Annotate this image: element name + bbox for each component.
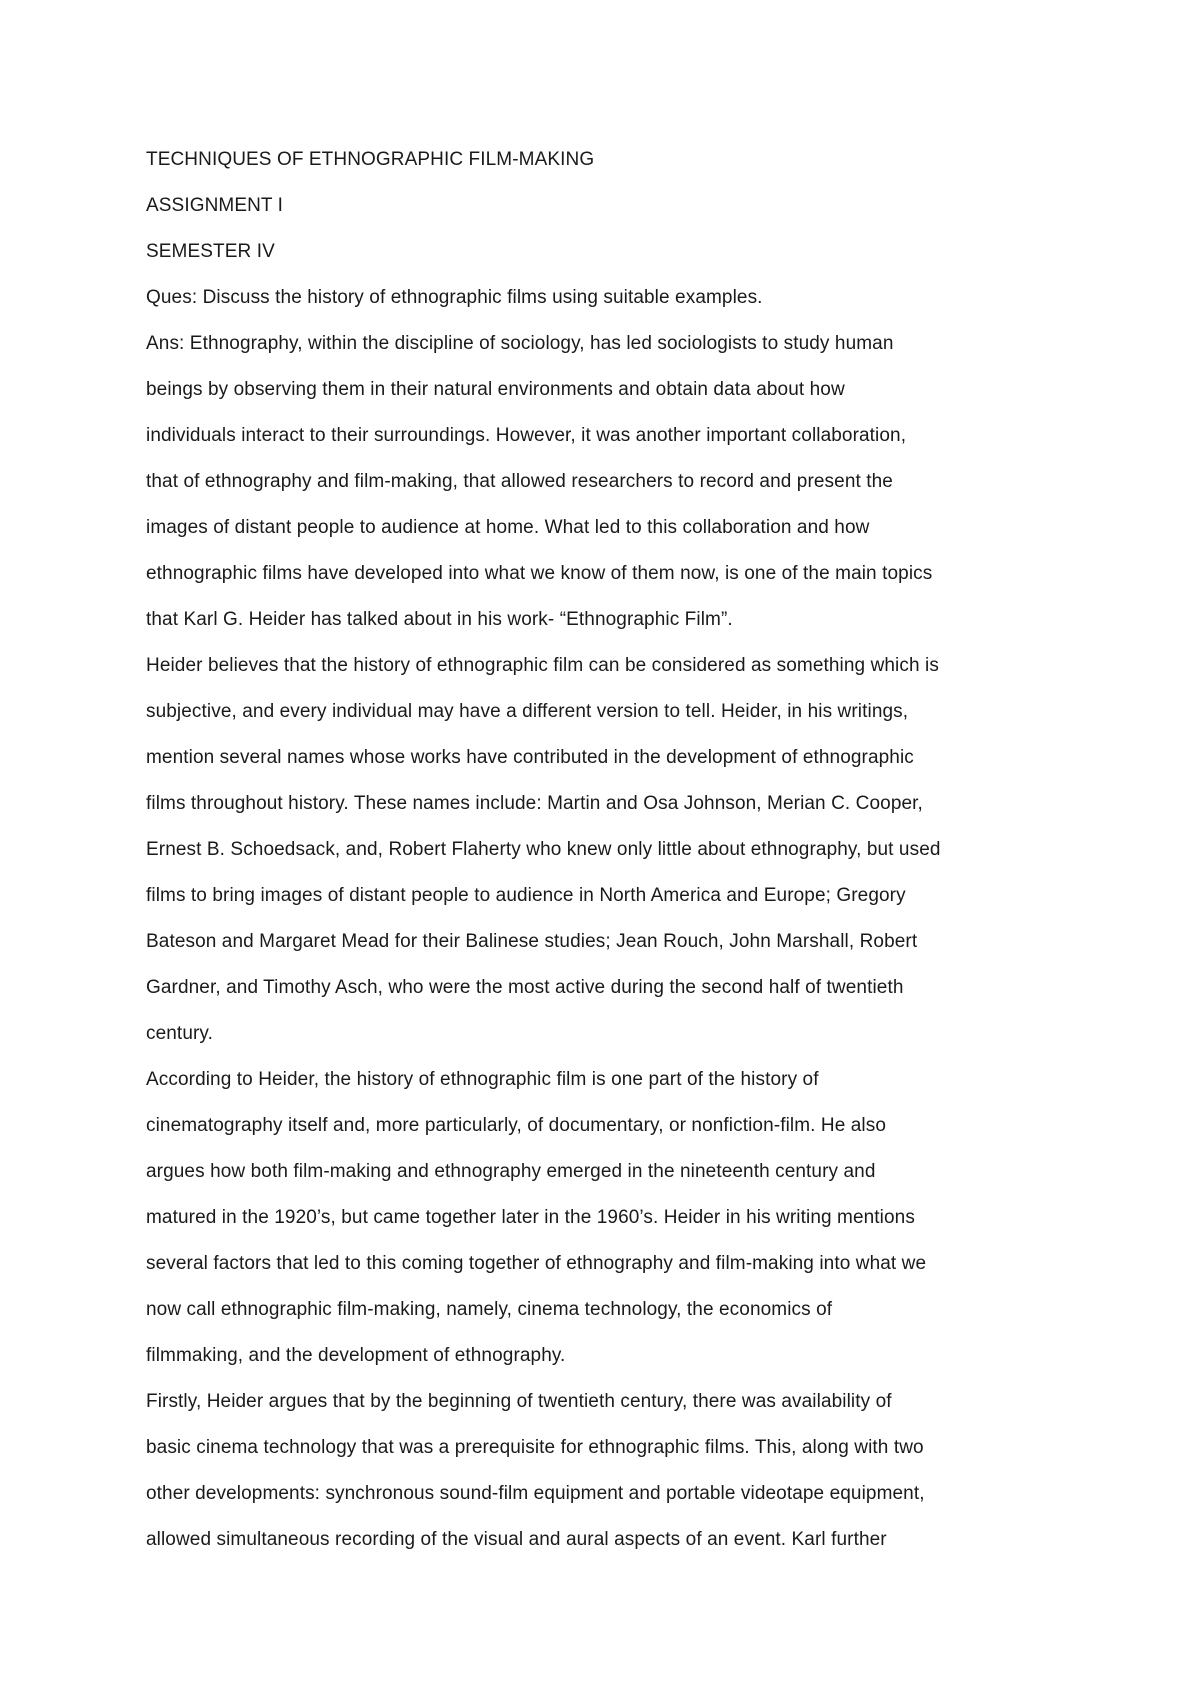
body-line: that Karl G. Heider has talked about in his work- “Ethnographic Film”. <box>146 609 733 630</box>
body-line: argues how both film-making and ethnography emerged in the nineteenth century and <box>146 1161 876 1182</box>
body-line: other developments: synchronous sound-film equipment and portable videotape equipment, <box>146 1483 925 1504</box>
body-line: Firstly, Heider argues that by the beginning of twentieth century, there was availability of <box>146 1391 892 1412</box>
body-line: matured in the 1920’s, but came together later in the 1960’s. Heider in his writing mentions <box>146 1207 915 1228</box>
course-title: TECHNIQUES OF ETHNOGRAPHIC FILM-MAKING <box>146 149 595 170</box>
body-line: films to bring images of distant people to audience in North America and Europe; Gregory <box>146 885 906 906</box>
body-line: Heider believes that the history of ethnographic film can be considered as something which is <box>146 655 939 676</box>
body-line: beings by observing them in their natural environments and obtain data about how <box>146 379 845 400</box>
assignment-label: ASSIGNMENT I <box>146 195 284 216</box>
body-line: Ans: Ethnography, within the discipline of sociology, has led sociologists to study human <box>146 333 894 354</box>
body-line: Bateson and Margaret Mead for their Balinese studies; Jean Rouch, John Marshall, Robert <box>146 931 918 952</box>
body-line: ethnographic films have developed into what we know of them now, is one of the main topics <box>146 563 933 584</box>
body-line: filmmaking, and the development of ethnography. <box>146 1345 566 1366</box>
body-line: mention several names whose works have contributed in the development of ethnographic <box>146 747 914 768</box>
body-line: basic cinema technology that was a prerequisite for ethnographic films. This, along with two <box>146 1437 924 1458</box>
body-line: several factors that led to this coming together of ethnography and film-making into what we <box>146 1253 927 1274</box>
body-line: Ernest B. Schoedsack, and, Robert Flaherty who knew only little about ethnography, but used <box>146 839 941 860</box>
body-line: Gardner, and Timothy Asch, who were the most active during the second half of twentieth <box>146 977 904 998</box>
body-line: century. <box>146 1023 213 1044</box>
semester-label: SEMESTER IV <box>146 241 275 262</box>
body-line: cinematography itself and, more particularly, of documentary, or nonfiction-film. He also <box>146 1115 887 1136</box>
body-line: films throughout history. These names include: Martin and Osa Johnson, Merian C. Cooper, <box>146 793 923 814</box>
body-line: According to Heider, the history of ethnographic film is one part of the history of <box>146 1069 819 1090</box>
body-line: subjective, and every individual may have a different version to tell. Heider, in his writings, <box>146 701 909 722</box>
body-line: now call ethnographic film-making, namely, cinema technology, the economics of <box>146 1299 833 1320</box>
body-line: individuals interact to their surroundings. However, it was another important collaboration, <box>146 425 907 446</box>
body-line: that of ethnography and film-making, that allowed researchers to record and present the <box>146 471 893 492</box>
body-line: allowed simultaneous recording of the visual and aural aspects of an event. Karl further <box>146 1529 887 1550</box>
body-line: images of distant people to audience at home. What led to this collaboration and how <box>146 517 870 538</box>
question-line: Ques: Discuss the history of ethnographic films using suitable examples. <box>146 287 763 308</box>
